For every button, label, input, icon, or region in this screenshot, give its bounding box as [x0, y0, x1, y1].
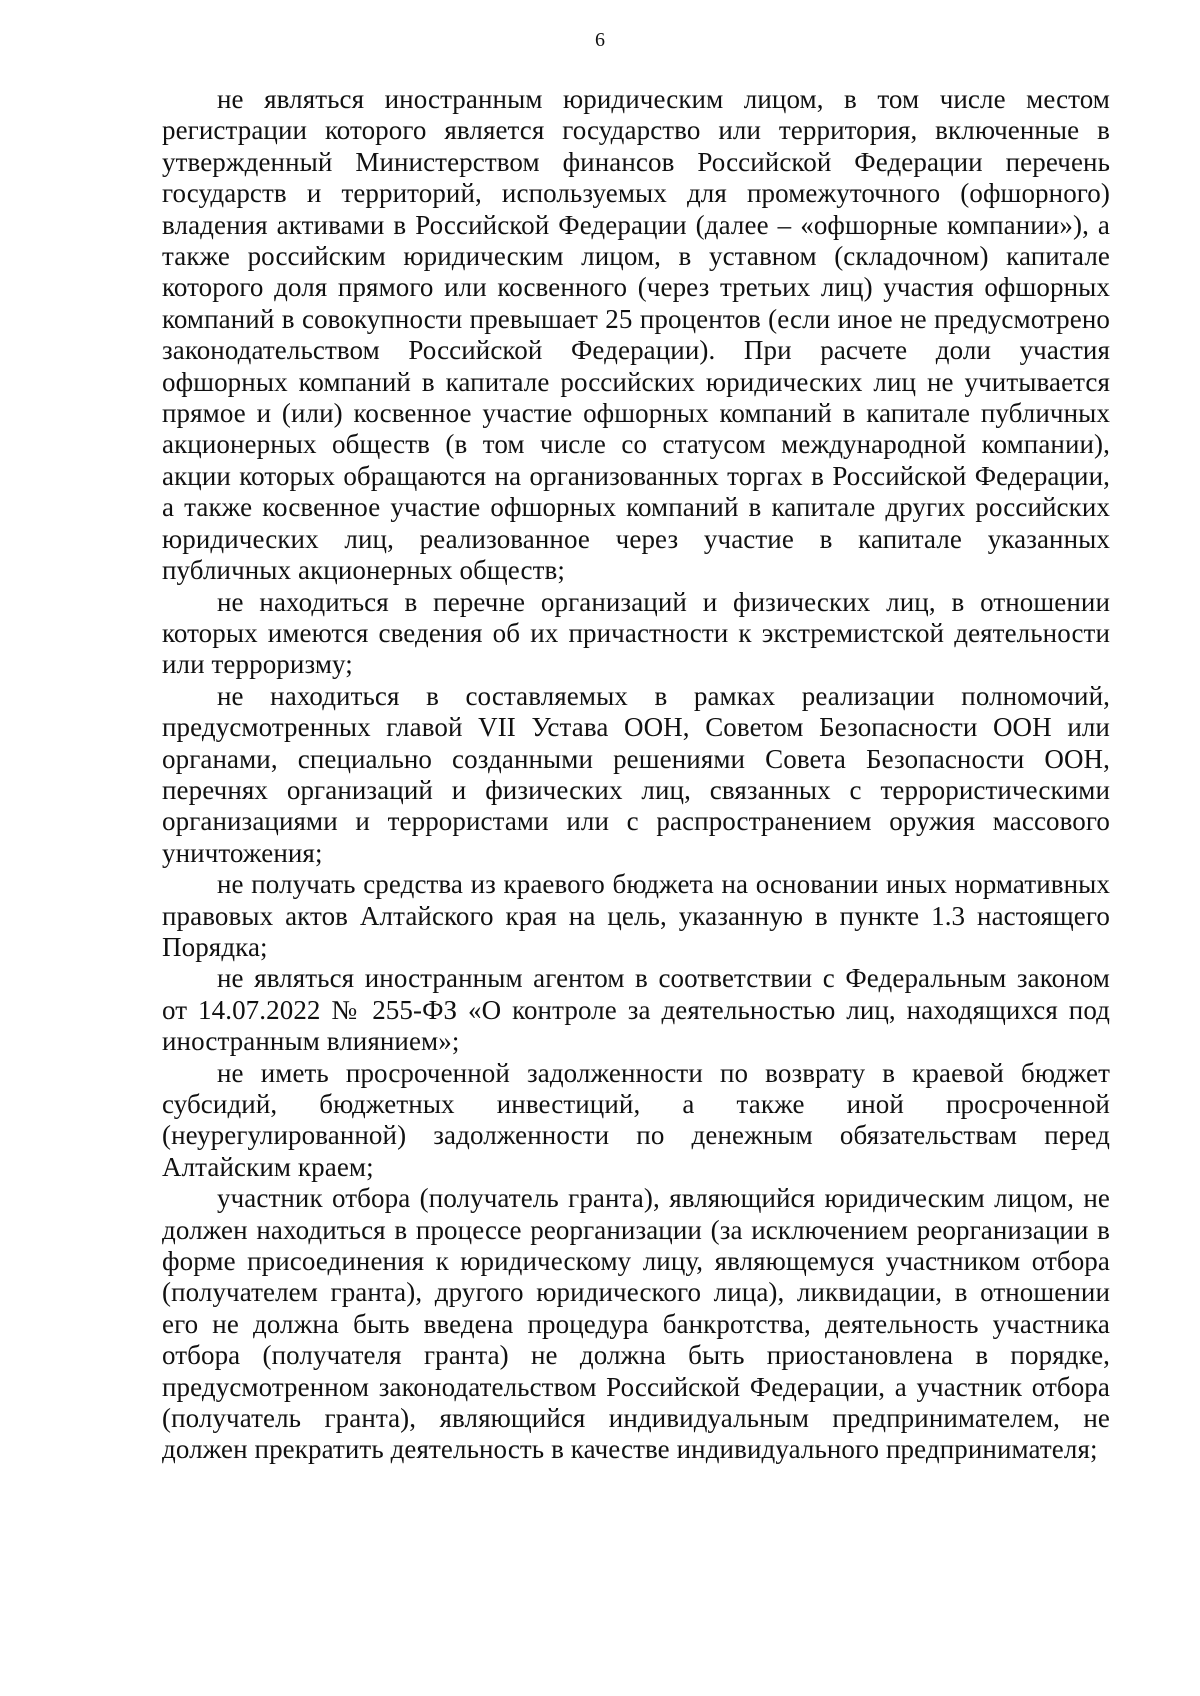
paragraph-un-sanctions-requirement: не находиться в составляемых в рамках реализации полномочий, предусмотренных главой VII Устава ООН, Советом Безопасности ООН или органами, специально созданными решениями Совета Безопасности ООН, перечнях организаций и физических лиц, связанных с террористическими организациями и террористами или с распространением оружия массового уничтожения; — [162, 680, 1110, 868]
paragraph-reorganization-requirement: участник отбора (получатель гранта), являющийся юридическим лицом, не должен находиться в процессе реорганизации (за исключением реорганизации в форме присоединения к юридическому лицу, являющемуся участником отбора (получателем гранта), другого юридического лица), ликвидации, в отношении его не должна быть введена процедура банкротства, деятельность участника отбора (получателя гранта) не должна быть приостановлена в порядке, предусмотренном законодательством Российской Федерации, а участник отбора (получатель гранта), являющийся индивидуальным предпринимателем, не должен прекратить деятельность в качестве индивидуального предпринимателя; — [162, 1183, 1110, 1465]
paragraph-offshore-requirement: не являться иностранным юридическим лицом, в том числе местом регистрации которого является государство или территория, включенные в утвержденный Министерством финансов Российской Федерации перечень государств и территорий, используемых для промежуточного (офшорного) владения активами в Российской Федерации (далее – «офшорные компании»), а также российским юридическим лицом, в уставном (складочном) капитале которого доля прямого или косвенного (через третьих лиц) участия офшорных компаний в совокупности превышает 25 процентов (если иное не предусмотрено законодательством Российской Федерации). При расчете доли участия офшорных компаний в капитале российских юридических лиц не учитывается прямое и (или) косвенное участие офшорных компаний в капитале публичных акционерных обществ (в том числе со статусом международной компании), акции которых обращаются на организованных торгах в Российской Федерации, а также косвенное участие офшорных компаний в капитале других российских юридических лиц, реализованное через участие в капитале указанных публичных акционерных обществ; — [162, 84, 1110, 586]
paragraph-debt-requirement: не иметь просроченной задолженности по возврату в краевой бюджет субсидий, бюджетных инвестиций, а также иной просроченной (неурегулированной) задолженности по денежным обязательствам перед Алтайским краем; — [162, 1057, 1110, 1182]
paragraph-budget-funds-requirement: не получать средства из краевого бюджета на основании иных нормативных правовых актов Алтайского края на цель, указанную в пункте 1.3 настоящего Порядка; — [162, 869, 1110, 962]
paragraph-foreign-agent-requirement: не являться иностранным агентом в соответствии с Федеральным законом от 14.07.2022 № 255-ФЗ «О контроле за деятельностью лиц, находящихся под иностранным влиянием»; — [162, 963, 1110, 1057]
page-number: 6 — [595, 29, 605, 51]
document-body — [162, 84, 1110, 1466]
paragraph-extremism-requirement: не находиться в перечне организаций и физических лиц, в отношении которых имеются сведения об их причастности к экстремистской деятельности или терроризму; — [162, 586, 1110, 680]
